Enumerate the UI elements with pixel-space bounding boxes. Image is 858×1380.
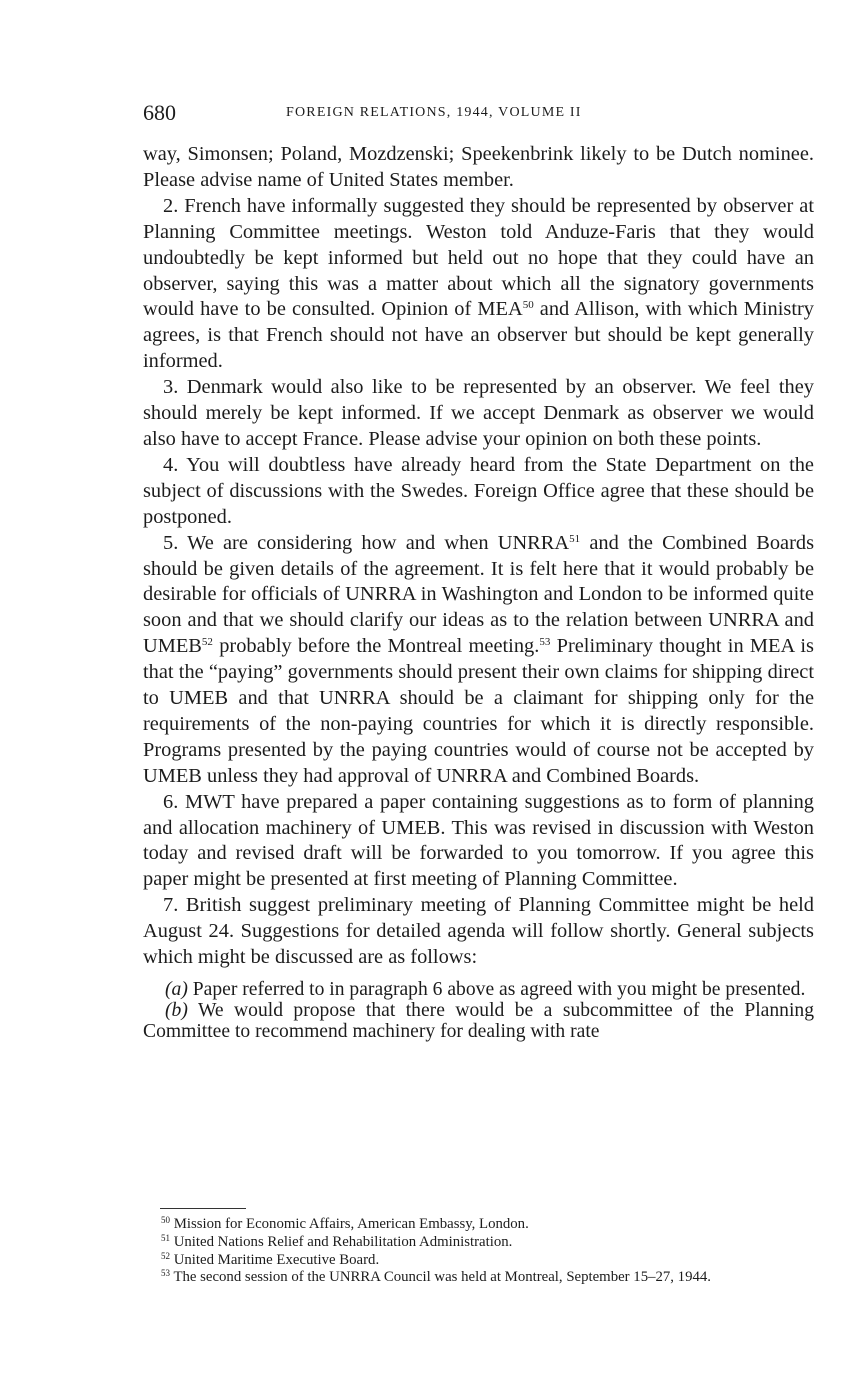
footnote-text: The second session of the UNRRA Council was held at Montreal, September 15–27, 1944. <box>173 1269 711 1286</box>
paragraph-3: 3. Denmark would also like to be represented by an observer. We feel they should merely be kept informed. If we accept Denmark as observer we would also have to accept France. Please advise your opinion on both these points. <box>143 376 814 450</box>
footnote-ref-53[interactable]: 53 <box>539 636 551 649</box>
paragraph-5-text-b: and the Combined Boards should be given details of the agreement. It is felt here that it would probably be desirable for officials of UNRRA in Washington and London to be informed quite soon and that we should clarify our ideas as to the relation between UNRRA and UMEB <box>143 531 815 658</box>
footnote-53 <box>143 1269 815 1287</box>
paragraph-5-text-a: 5. We are considering how and when UNRRA <box>163 531 570 554</box>
page-header <box>143 98 815 128</box>
footnote-text: United Maritime Executive Board. <box>173 1251 380 1268</box>
footnote-52 <box>143 1252 815 1270</box>
page-number: 680 <box>143 100 176 125</box>
paragraph-2 <box>143 194 814 375</box>
footnote-mark: 51 <box>161 1232 170 1243</box>
subparagraph-b <box>143 1000 814 1042</box>
paragraph-2-text-b: and Allison, with which Ministry agrees, is that French should not have an observer but should be kept generally informed. <box>143 298 814 373</box>
subparagraph-a-label: (a) <box>165 979 188 1000</box>
footnote-ref-52[interactable]: 52 <box>201 636 213 649</box>
footnote-mark: 50 <box>161 1215 170 1225</box>
paragraph-5 <box>143 531 814 790</box>
paragraph-continuation: way, Simonsen; Poland, Mozdzenski; Speekenbrink likely to be Dutch nominee. Please advise name of United States member. <box>143 143 814 191</box>
footnote-mark: 52 <box>161 1250 170 1261</box>
paragraph-4: 4. You will doubtless have already heard from the State Department on the subject of discussions with the Swedes. Foreign Office agree that these should be postponed. <box>143 453 814 528</box>
footnote-50 <box>143 1216 815 1234</box>
paragraph-2-text-a: 2. French have informally suggested they should be represented by observer at Planning Committee meetings. Weston told Anduze-Faris that they would undoubtedly be kept informed but held out no hope that they could have an observer, saying this was a matter about which all the signatory governments would have to be consulted. Opinion of MEA <box>143 194 814 321</box>
running-title: FOREIGN RELATIONS, 1944, VOLUME II <box>286 105 582 120</box>
footnote-mark: 53 <box>161 1268 170 1279</box>
footnote-text: United Nations Relief and Rehabilitation Administration. <box>173 1233 513 1250</box>
footnote-ref-50[interactable]: 50 <box>522 299 534 312</box>
paragraph-5-text-c: probably before the Montreal meeting. <box>212 635 540 658</box>
paragraph-5-text-d: Preliminary thought in MEA is that the “paying” governments should present their own claims for shipping direct to UMEB and that UNRRA should be a claimant for shipping only for the requirements of the non-paying countries for which it is directly responsible. Programs presented by the paying countries would of course not be accepted by UMEB unless they had approval of UNRRA and Combined Boards. <box>143 635 814 787</box>
paragraph-6: 6. MWT have prepared a paper containing suggestions as to form of planning and allocation machinery of UMEB. This was revised in discussion with Weston today and revised draft will be forwarded to you tomorrow. If you agree this paper might be presented at first meeting of Planning Committee. <box>143 790 814 891</box>
footnote-ref-51[interactable]: 51 <box>569 532 581 545</box>
subparagraph-b-text: We would propose that there would be a subcommittee of the Planning Committee to recommend machinery for dealing with rate <box>143 1000 814 1042</box>
footnote-51 <box>143 1234 815 1252</box>
subparagraph-a-text: Paper referred to in paragraph 6 above as agreed with you might be presented. <box>187 979 806 1000</box>
footnote-text: Mission for Economic Affairs, American Embassy, London. <box>173 1216 529 1232</box>
body-text <box>143 142 814 1042</box>
footnotes <box>143 1216 815 1287</box>
paragraph-7: 7. British suggest preliminary meeting of Planning Committee might be held August 24. Suggestions for detailed agenda will follow shortly. General subjects which might be discussed are as follows: <box>143 894 814 969</box>
footnote-divider <box>160 1208 246 1209</box>
subparagraph-a <box>143 979 814 1000</box>
subparagraph-b-label: (b) <box>165 1000 188 1021</box>
